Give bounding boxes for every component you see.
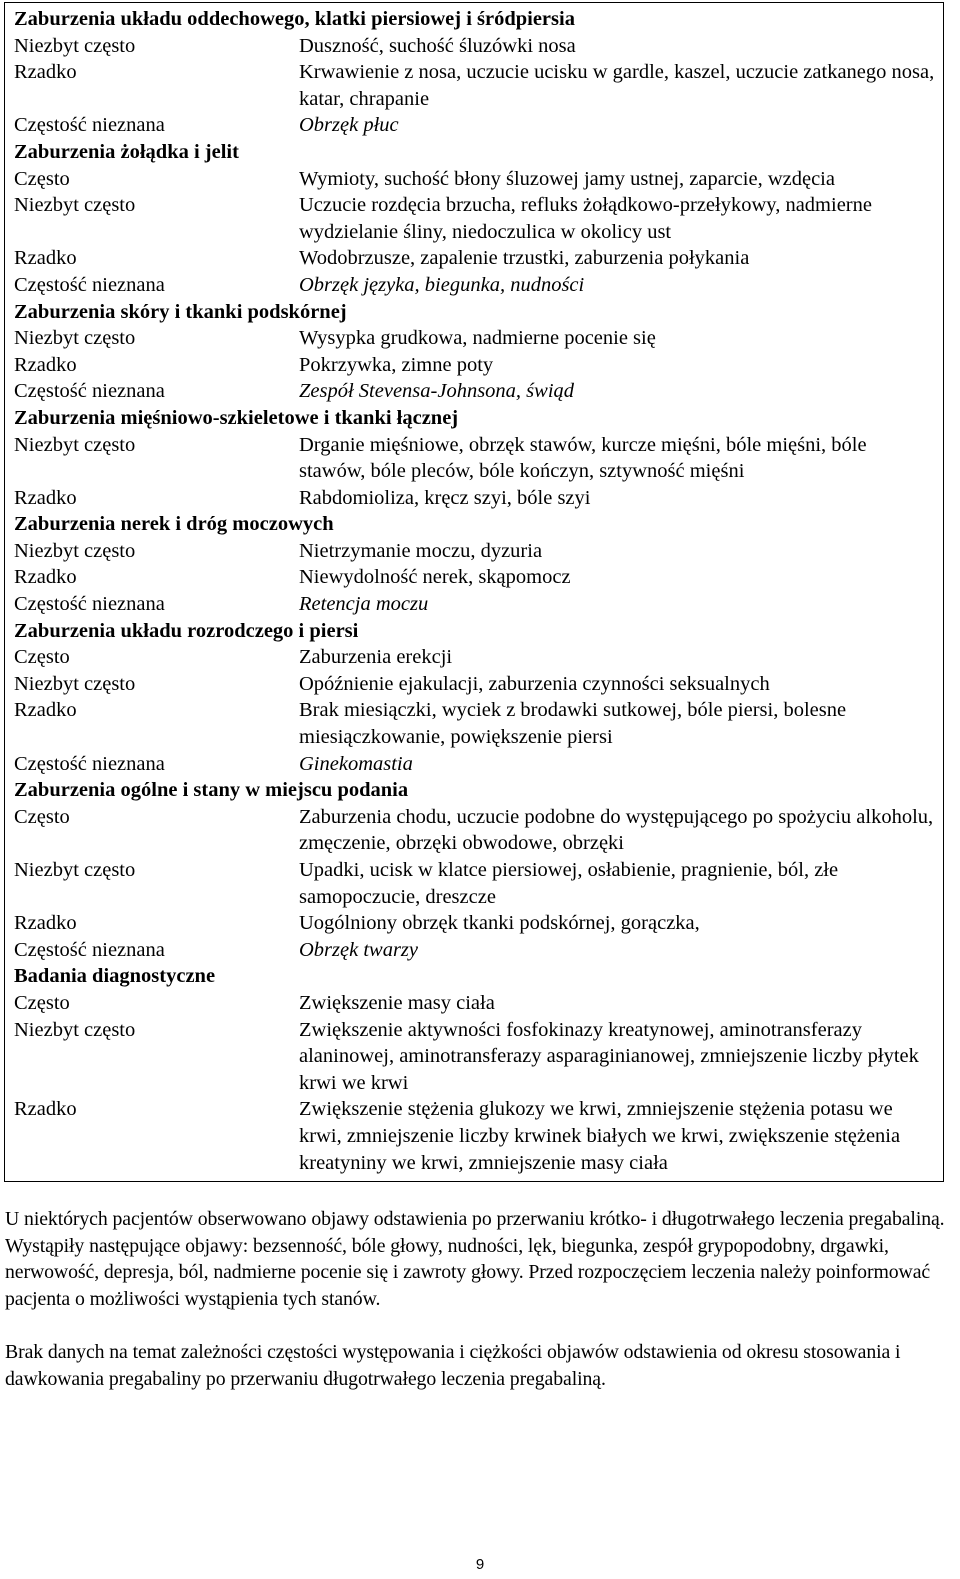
table-row [14,166,935,193]
section-title: Zaburzenia mięśniowo-szkieletowe i tkanki łącznej [14,406,459,429]
reaction-description: Obrzęk języka, biegunka, nudności [299,273,585,296]
table-row [14,751,935,778]
table-row [14,857,935,910]
table-row [14,325,935,352]
section-title: Badania diagnostyczne [14,965,216,988]
table-row [14,804,935,857]
table-row [14,697,935,750]
table-row [14,485,935,512]
frequency-label: Często [14,167,70,190]
table-row [14,59,935,112]
frequency-label: Niezbyt często [14,1018,136,1041]
table-row [14,378,935,405]
frequency-label: Rzadko [14,247,77,270]
table-row [14,1096,935,1176]
section-title: Zaburzenia nerek i dróg moczowych [14,513,334,536]
section-title: Zaburzenia ogólne i stany w miejscu podania [14,779,409,802]
table-row [14,112,935,139]
withdrawal-paragraph: U niektórych pacjentów obserwowano objawy odstawienia po przerwaniu krótko- i długotrwałego leczenia pregabaliną. Wystąpiły następujące objawy: bezsenność, bóle głowy, nudności, lęk, biegunka, zespół grypopodobny, drgawki, nerwowość, depresja, ból, nadmierne pocenie się i zawroty głowy. Przed rozpoczęciem leczenia należy poinformować pacjenta o możliwości wystąpienia tych stanów. [5,1208,945,1310]
frequency-label: Częstość nieznana [14,380,165,403]
frequency-label: Rzadko [14,912,77,935]
table-row [14,245,935,272]
frequency-label: Często [14,646,70,669]
reaction-description: Zwiększenie masy ciała [299,991,495,1014]
reaction-description: Ginekomastia [299,752,413,775]
frequency-label: Rzadko [14,699,77,722]
table-row [14,671,935,698]
frequency-label: Niezbyt często [14,539,136,562]
reaction-description: Obrzęk płuc [299,114,399,137]
reaction-description: Zwiększenie stężenia glukozy we krwi, zmniejszenie stężenia potasu we krwi, zmniejszenie liczby krwinek białych we krwi, zwiększenie stężenia kreatyniny we krwi, zmniejszenie masy ciała [299,1098,901,1174]
frequency-label: Rzadko [14,566,77,589]
reaction-description: Rabdomioliza, kręcz szyi, bóle szyi [299,486,591,509]
reaction-description: Drganie mięśniowe, obrzęk stawów, kurcze mięśni, bóle mięśni, bóle stawów, bóle pleców, bóle kończyn, sztywność mięśni [299,433,867,483]
reaction-description: Niewydolność nerek, skąpomocz [299,566,571,589]
section-title: Zaburzenia skóry i tkanki podskórnej [14,300,347,323]
table-row [14,591,935,618]
reaction-description: Zwiększenie aktywności fosfokinazy kreatynowej, aminotransferazy alaninowej, aminotransferazy asparaginianowej, zmniejszenie liczby płytek krwi we krwi [299,1018,919,1094]
reaction-description: Obrzęk twarzy [299,938,419,961]
frequency-label: Częstość nieznana [14,938,165,961]
table-row [14,272,935,299]
table-row [14,192,935,245]
frequency-label: Rzadko [14,1098,77,1121]
reaction-description: Retencja moczu [299,593,429,616]
reaction-description: Wodobrzusze, zapalenie trzustki, zaburzenia połykania [299,247,750,270]
table-row [14,910,935,937]
frequency-label: Rzadko [14,353,77,376]
frequency-label: Niezbyt często [14,433,136,456]
frequency-label: Częstość nieznana [14,273,165,296]
reaction-description: Pokrzywka, zimne poty [299,353,494,376]
frequency-label: Często [14,991,70,1014]
reaction-description: Upadki, ucisk w klatce piersiowej, osłabienie, pragnienie, ból, złe samopoczucie, dreszcze [299,859,839,908]
reaction-description: Uczucie rozdęcia brzucha, refluks żołądkowo-przełykowy, nadmierne wydzielanie śliny, niedoczulica w okolicy ust [299,194,872,243]
frequency-label: Częstość nieznana [14,593,165,616]
table-row [14,990,935,1017]
table-row [14,937,935,964]
reaction-description: Krwawienie z nosa, uczucie ucisku w gardle, kaszel, uczucie zatkanego nosa, katar, chrapanie [299,61,935,110]
frequency-label: Często [14,805,70,828]
reaction-description: Duszność, suchość śluzówki nosa [299,34,576,57]
frequency-label: Niezbyt często [14,672,136,695]
frequency-label: Rzadko [14,61,77,84]
reaction-description: Brak miesiączki, wyciek z brodawki sutkowej, bóle piersi, bolesne miesiączkowanie, powiększenie piersi [299,699,847,749]
section-title: Zaburzenia żołądka i jelit [14,140,239,163]
reaction-description: Opóźnienie ejakulacji, zaburzenia czynności seksualnych [299,672,770,695]
table-row [14,564,935,591]
reaction-description: Zaburzenia chodu, uczucie podobne do występującego po spożyciu alkoholu, zmęczenie, obrzęki obwodowe, obrzęki [299,805,934,855]
no-data-paragraph: Brak danych na temat zależności częstości występowania i ciężkości objawów odstawienia od okresu stosowania i dawkowania pregabaliny po przerwaniu długotrwałego leczenia pregabaliną. [5,1341,901,1390]
page-number: 9 [475,1556,485,1573]
table-row [14,1017,935,1097]
table-row [14,644,935,671]
table-row [14,352,935,379]
reaction-description: Nietrzymanie moczu, dyzuria [299,539,543,562]
frequency-label: Częstość nieznana [14,114,165,137]
frequency-label: Rzadko [14,486,77,509]
frequency-label: Niezbyt często [14,34,136,57]
section-title: Zaburzenia układu oddechowego, klatki piersiowej i śródpiersia [14,8,575,30]
reaction-description: Wysypka grudkowa, nadmierne pocenie się [299,327,656,350]
reaction-description: Zespół Stevensa-Johnsona, świąd [299,380,575,403]
frequency-label: Niezbyt często [14,194,136,217]
section-title: Zaburzenia układu rozrodczego i piersi [14,619,359,642]
table-row [14,432,935,485]
reaction-description: Wymioty, suchość błony śluzowej jamy ustnej, zaparcie, wzdęcia [299,167,835,190]
frequency-label: Niezbyt często [14,859,136,881]
reaction-description: Uogólniony obrzęk tkanki podskórnej, gorączka, [299,912,700,935]
frequency-label: Częstość nieznana [14,752,165,775]
adverse-reactions-table [4,2,944,1182]
reaction-description: Zaburzenia erekcji [299,646,453,669]
table-row [14,33,935,60]
frequency-label: Niezbyt często [14,327,136,350]
table-row [14,538,935,565]
